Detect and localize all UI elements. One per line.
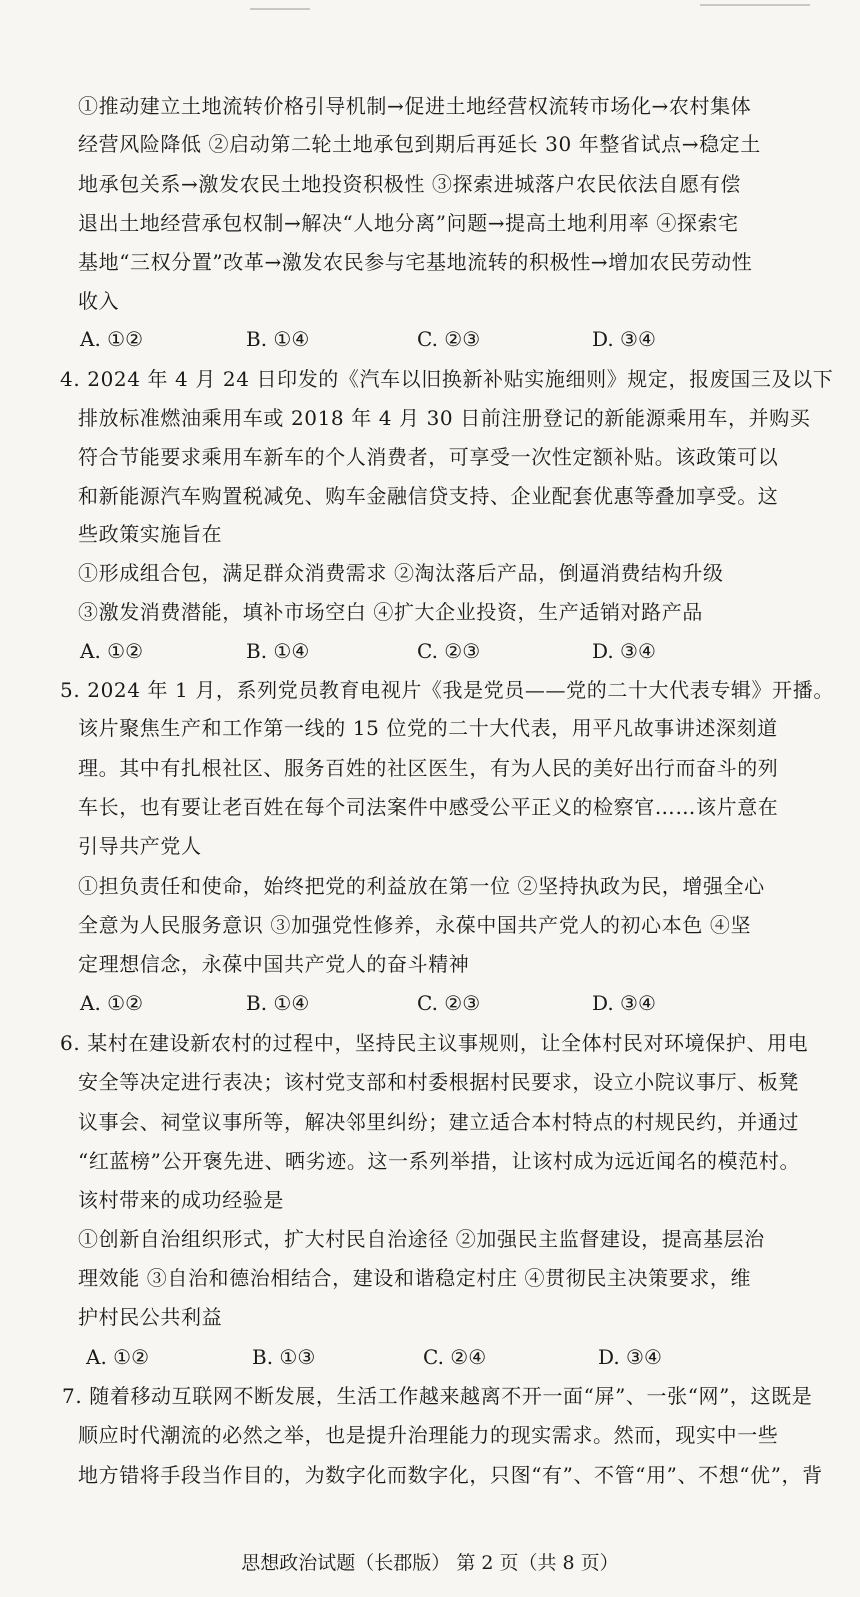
option-c: C. ②③ <box>417 327 481 351</box>
statement-line: ①创新自治组织形式，扩大村民自治途径 ②加强民主监督建设，提高基层治 <box>78 1227 765 1251</box>
statement-line: 经营风险降低 ②启动第二轮土地承包到期后再延长 30 年整省试点→稳定土 <box>78 132 761 156</box>
question-stem-line: 7. 随着移动互联网不断发展，生活工作越来越离不开一面“屏”、一张“网”，这既是 <box>62 1384 813 1408</box>
statement-line: 全意为人民服务意识 ③加强党性修养，永葆中国共产党人的初心本色 ④坚 <box>78 913 752 937</box>
option-d: D. ③④ <box>592 991 656 1015</box>
option-a: A. ①② <box>86 1345 150 1369</box>
statement-line: 理效能 ③自治和德治相结合，建设和谐稳定村庄 ④贯彻民主决策要求，维 <box>78 1266 752 1290</box>
statement-line: 收入 <box>78 289 120 313</box>
question-stem-line: 理。其中有扎根社区、服务百姓的社区医生，有为人民的美好出行而奋斗的列 <box>78 756 779 780</box>
option-c: C. ②④ <box>423 1345 487 1369</box>
question-stem-line: 4. 2024 年 4 月 24 日印发的《汽车以旧换新补贴实施细则》规定，报废国三及以下 <box>60 367 834 391</box>
option-d: D. ③④ <box>592 327 656 351</box>
option-b: B. ①③ <box>252 1345 316 1369</box>
question-stem-line: 符合节能要求乘用车新车的个人消费者，可享受一次性定额补贴。该政策可以 <box>78 445 779 469</box>
statement-line: ③激发消费潜能，填补市场空白 ④扩大企业投资，生产适销对路产品 <box>78 600 703 624</box>
question-stem-line: 些政策实施旨在 <box>78 522 223 546</box>
question-stem-line: 该村带来的成功经验是 <box>78 1188 284 1212</box>
option-a: A. ①② <box>80 639 144 663</box>
scan-artifact <box>700 4 810 6</box>
statement-line: 定理想信念，永葆中国共产党人的奋斗精神 <box>78 952 470 976</box>
question-stem-line: 安全等决定进行表决；该村党支部和村委根据村民要求，设立小院议事厅、板凳 <box>78 1070 799 1094</box>
option-c: C. ②③ <box>417 991 481 1015</box>
question-stem-line: 议事会、祠堂议事所等，解决邻里纠纷；建立适合本村特点的村规民约，并通过 <box>78 1110 799 1134</box>
option-d: D. ③④ <box>592 639 656 663</box>
question-stem-line: 车长，也有要让老百姓在每个司法案件中感受公平正义的检察官……该片意在 <box>78 795 779 819</box>
page-footer: 思想政治试题（长郡版） 第 2 页（共 8 页） <box>241 1552 619 1574</box>
option-a: A. ①② <box>80 991 144 1015</box>
statement-line: 地承包关系→激发农民土地投资积极性 ③探索进城落户农民依法自愿有偿 <box>78 172 741 196</box>
option-b: B. ①④ <box>246 991 310 1015</box>
statement-line: 护村民公共利益 <box>78 1305 223 1329</box>
question-stem-line: 地方错将手段当作目的，为数字化而数字化，只图“有”、不管“用”、不想“优”，背 <box>78 1463 823 1487</box>
question-stem-line: 引导共产党人 <box>78 834 202 858</box>
option-b: B. ①④ <box>246 639 310 663</box>
question-stem-line: 和新能源汽车购置税减免、购车金融信贷支持、企业配套优惠等叠加享受。这 <box>78 484 779 508</box>
statement-line: 基地“三权分置”改革→激发农民参与宅基地流转的积极性→增加农民劳动性 <box>78 250 753 274</box>
question-stem-line: 顺应时代潮流的必然之举，也是提升治理能力的现实需求。然而，现实中一些 <box>78 1423 779 1447</box>
statement-line: ①形成组合包，满足群众消费需求 ②淘汰落后产品，倒逼消费结构升级 <box>78 561 724 585</box>
statement-line: ①推动建立土地流转价格引导机制→促进土地经营权流转市场化→农村集体 <box>78 94 752 118</box>
statement-line: ①担负责任和使命，始终把党的利益放在第一位 ②坚持执政为民，增强全心 <box>78 874 765 898</box>
option-a: A. ①② <box>80 327 144 351</box>
option-c: C. ②③ <box>417 639 481 663</box>
scan-artifact <box>250 8 310 10</box>
question-stem-line: 5. 2024 年 1 月，系列党员教育电视片《我是党员——党的二十大代表专辑》开播。 <box>60 678 834 702</box>
question-stem-line: 排放标准燃油乘用车或 2018 年 4 月 30 日前注册登记的新能源乘用车，并购买 <box>78 406 811 430</box>
option-d: D. ③④ <box>598 1345 662 1369</box>
option-b: B. ①④ <box>246 327 310 351</box>
question-stem-line: 6. 某村在建设新农村的过程中，坚持民主议事规则，让全体村民对环境保护、用电 <box>60 1031 809 1055</box>
question-stem-line: “红蓝榜”公开褒先进、晒劣迹。这一系列举措，让该村成为远近闻名的模范村。 <box>78 1149 801 1173</box>
statement-line: 退出土地经营承包权制→解决“人地分离”问题→提高土地利用率 ④探索宅 <box>78 211 739 235</box>
question-stem-line: 该片聚焦生产和工作第一线的 15 位党的二十大代表，用平凡故事讲述深刻道 <box>78 716 778 740</box>
